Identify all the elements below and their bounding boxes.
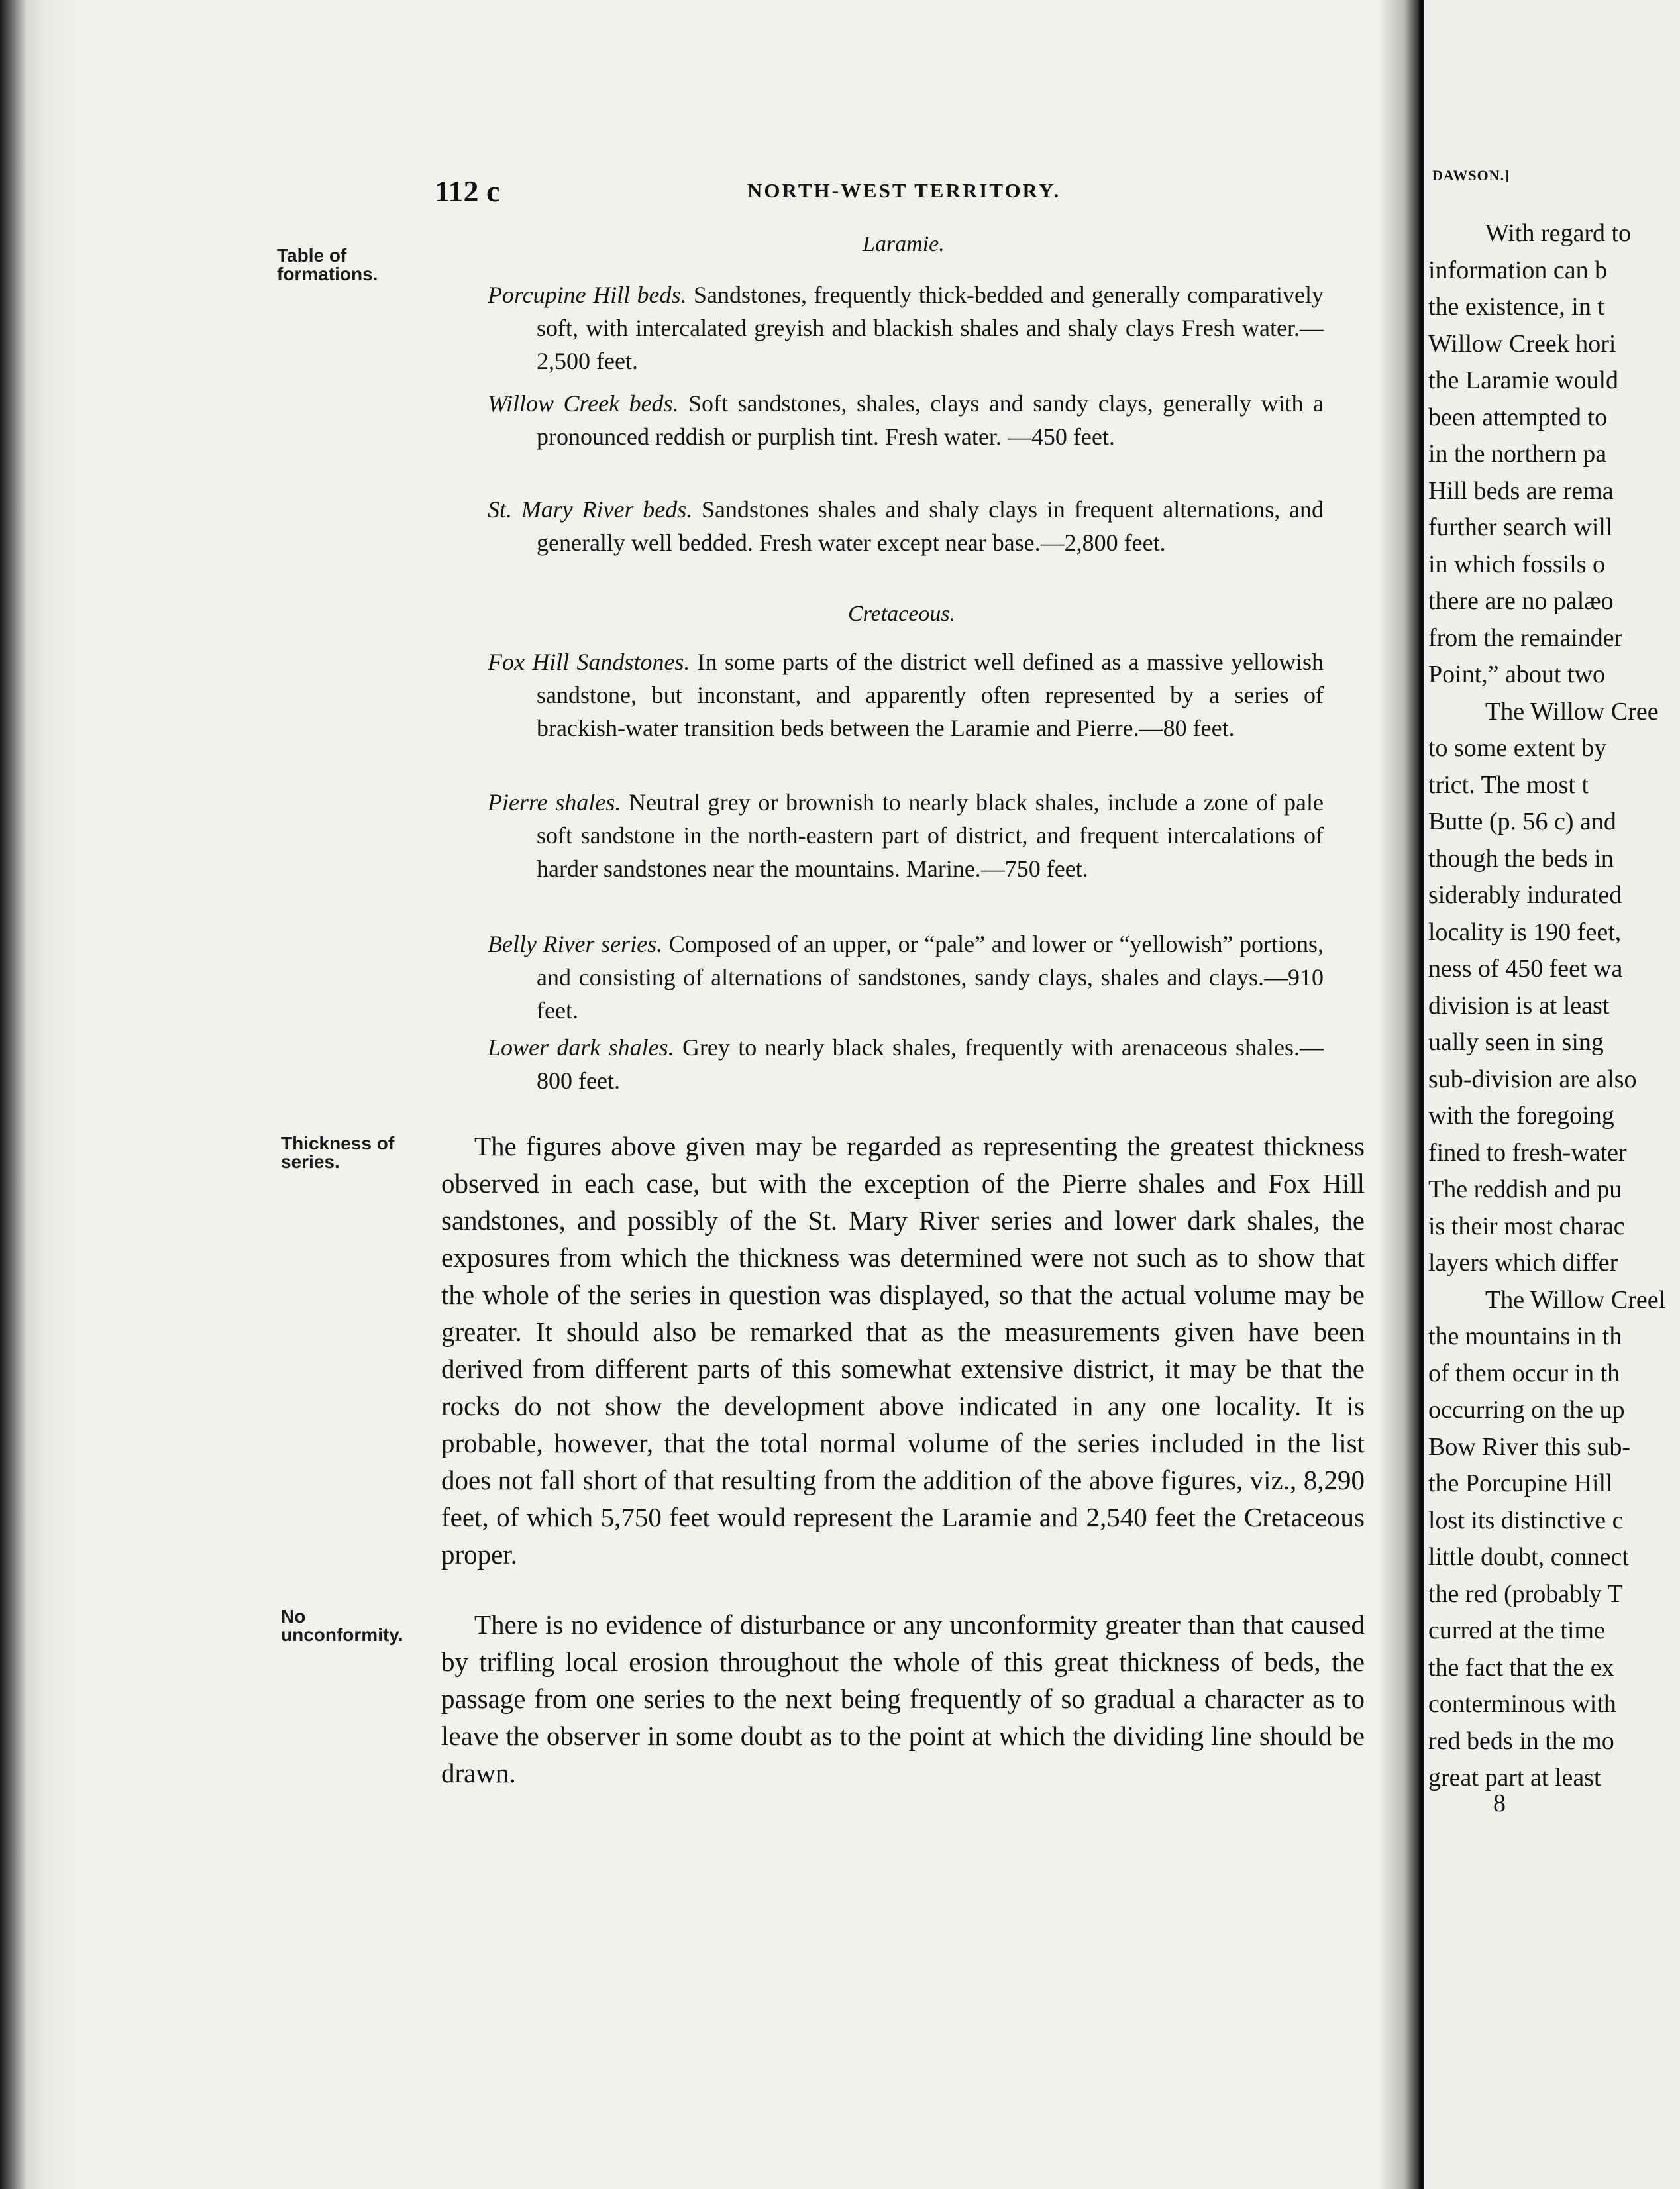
right-page-line: lost its distinctive c	[1428, 1506, 1624, 1534]
right-page-line: the existence, in t	[1428, 293, 1604, 321]
formation-name: Lower dark shales.	[488, 1034, 674, 1061]
right-page-line: curred at the time	[1428, 1617, 1605, 1644]
formation-description: Sandstones shales and shaly clays in frequent alternations, and generally well bedded. Fresh water except near base.—2,800 feet.	[537, 496, 1324, 556]
right-page-header: DAWSON.]	[1432, 167, 1510, 184]
right-page-line: conterminous with	[1428, 1690, 1616, 1718]
formation-description: Sandstones, frequently thick-bedded and generally comparatively soft, with intercalated greyish and blackish shales and shaly clays Fresh water.—2,500 feet.	[537, 282, 1324, 374]
right-page-line: Butte (p. 56 c) and	[1428, 808, 1616, 835]
right-page-line: the Laramie would	[1428, 366, 1619, 394]
formation-entry	[488, 928, 1324, 1027]
right-page-line: fined to fresh-water	[1428, 1138, 1627, 1167]
formation-name: Willow Creek beds.	[488, 390, 679, 417]
right-page-line: The Willow Creel	[1485, 1285, 1666, 1314]
section-heading-cretaceous: Cretaceous.	[848, 602, 956, 626]
formation-description: In some parts of the district well defined as a massive yellowish sandstone, but inconstant, and apparently often represented by a series of brackish-water transition beds between the Laramie and Pierre.—80 feet.	[537, 649, 1324, 741]
header-title: NORTH-WEST TERRITORY.	[747, 179, 1061, 202]
right-page-line: ness of 450 feet wa	[1428, 955, 1623, 983]
right-page-line: occurring on the up	[1428, 1396, 1625, 1424]
spine-shadow	[0, 0, 79, 2189]
paragraph-unconformity: There is no evidence of disturbance or any unconformity greater than that caused by trifling local erosion throughout the whole of this great thickness of beds, the passage from one series to the next being frequently of so gradual a character as to leave the observer in some doubt as to the point at which the dividing line should be drawn.	[441, 1609, 1365, 1788]
right-page-line: in the northern pa	[1428, 440, 1607, 468]
formation-entry	[488, 278, 1324, 378]
formation-entry	[488, 1031, 1324, 1097]
formation-entry	[488, 786, 1324, 885]
right-page-line: The reddish and pu	[1428, 1175, 1622, 1203]
right-page-line: great part at least	[1428, 1764, 1601, 1791]
right-page-line: siderably indurated	[1428, 881, 1622, 909]
right-page-line: red beds in the mo	[1428, 1727, 1614, 1755]
right-page-line: is their most charac	[1428, 1212, 1625, 1240]
formation-entry	[488, 387, 1324, 453]
right-page-line: of them occur in th	[1428, 1359, 1620, 1387]
margin-note-thickness: Thickness of series.	[281, 1133, 395, 1172]
formation-description: Soft sandstones, shales, clays and sandy clays, generally with a pronounced reddish or purplish tint. Fresh water. —450 feet.	[537, 390, 1324, 450]
formation-name: Pierre shales.	[488, 789, 621, 816]
right-page-line: sub-division are also	[1428, 1065, 1637, 1093]
right-page-line: Bow River this sub-	[1428, 1432, 1631, 1461]
right-page-line: to some extent by	[1428, 734, 1607, 762]
right-page-line: division is at least	[1428, 991, 1610, 1020]
right-page-line: with the foregoing	[1428, 1102, 1614, 1130]
formation-name: St. Mary River beds.	[488, 496, 693, 523]
page-number: 112 c	[435, 174, 500, 208]
formation-description: Neutral grey or brownish to nearly black shales, include a zone of pale soft sandstone in the north-eastern part of district, and frequent intercalations of harder sandstones near the mountains. Marine.—750 feet.	[537, 789, 1324, 882]
right-page-line: the Porcupine Hill	[1428, 1469, 1613, 1497]
margin-note-unconformity: No unconformity.	[281, 1606, 403, 1645]
formation-entry	[488, 645, 1324, 745]
right-page-line: in which fossils o	[1428, 550, 1606, 578]
formation-name: Belly River series.	[488, 931, 663, 957]
right-page-line: Willow Creek hori	[1428, 329, 1616, 358]
margin-note-table: Table of formations.	[277, 245, 378, 284]
right-page-line: though the beds in	[1428, 844, 1614, 873]
right-page-line: With regard to	[1485, 219, 1632, 247]
formation-name: Porcupine Hill beds.	[488, 282, 687, 308]
right-page-line: there are no palæo	[1428, 587, 1614, 615]
running-head	[435, 174, 1402, 207]
formation-name: Fox Hill Sandstones.	[488, 649, 690, 675]
right-page-line: the fact that the ex	[1428, 1653, 1614, 1682]
right-page-line: information can b	[1428, 256, 1608, 284]
right-page-line: ually seen in sing	[1428, 1028, 1604, 1056]
right-page-line: The Willow Cree	[1485, 697, 1659, 725]
right-page-line: trict. The most t	[1428, 771, 1589, 799]
section-heading-laramie: Laramie.	[863, 232, 945, 256]
right-page-line: the mountains in th	[1428, 1322, 1622, 1350]
right-page-line: little doubt, connect	[1428, 1543, 1629, 1571]
signature-mark: 8	[1493, 1789, 1506, 1817]
formation-description: Grey to nearly black shales, frequently with arenaceous shales.—800 feet.	[537, 1034, 1324, 1094]
right-page-line: the red (probably T	[1428, 1579, 1623, 1608]
right-page-line: further search will	[1428, 513, 1613, 541]
paragraph-thickness: The figures above given may be regarded as representing the greatest thickness observed in each case, but with the exception of the Pierre shales and Fox Hill sandstones, and possibly of the St. Mary River series and lower dark shales, the exposures from which the thickness was determined were not such as to show that the whole of the series in question was displayed, so that the actual volume may be greater. It should also be remarked that as the measurements given have been derived from different parts of this somewhat extensive district, it may be that the rocks do not show the development above indicated in any one locality. It is probable, however, that the total normal volume of the series included in the list does not fall short of that resulting from the addition of the above figures, viz., 8,290 feet, of which 5,750 feet would represent the Laramie and 2,540 feet the Cretaceous proper.	[441, 1131, 1365, 1570]
right-page-line: locality is 190 feet,	[1428, 918, 1622, 946]
right-page-line: Point,” about two	[1428, 661, 1606, 688]
right-page-line: from the remainder	[1428, 623, 1623, 652]
right-page-line: been attempted to	[1428, 403, 1608, 431]
gutter-shadow	[1378, 0, 1419, 2189]
right-page-line: Hill beds are rema	[1428, 476, 1614, 505]
formation-description: Composed of an upper, or “pale” and lower or “yellowish” portions, and consisting of alternations of sandstones, sandy clays, shales and clays.—910 feet.	[537, 931, 1324, 1024]
formation-entry	[488, 493, 1324, 559]
right-page-line: layers which differ	[1428, 1249, 1618, 1277]
